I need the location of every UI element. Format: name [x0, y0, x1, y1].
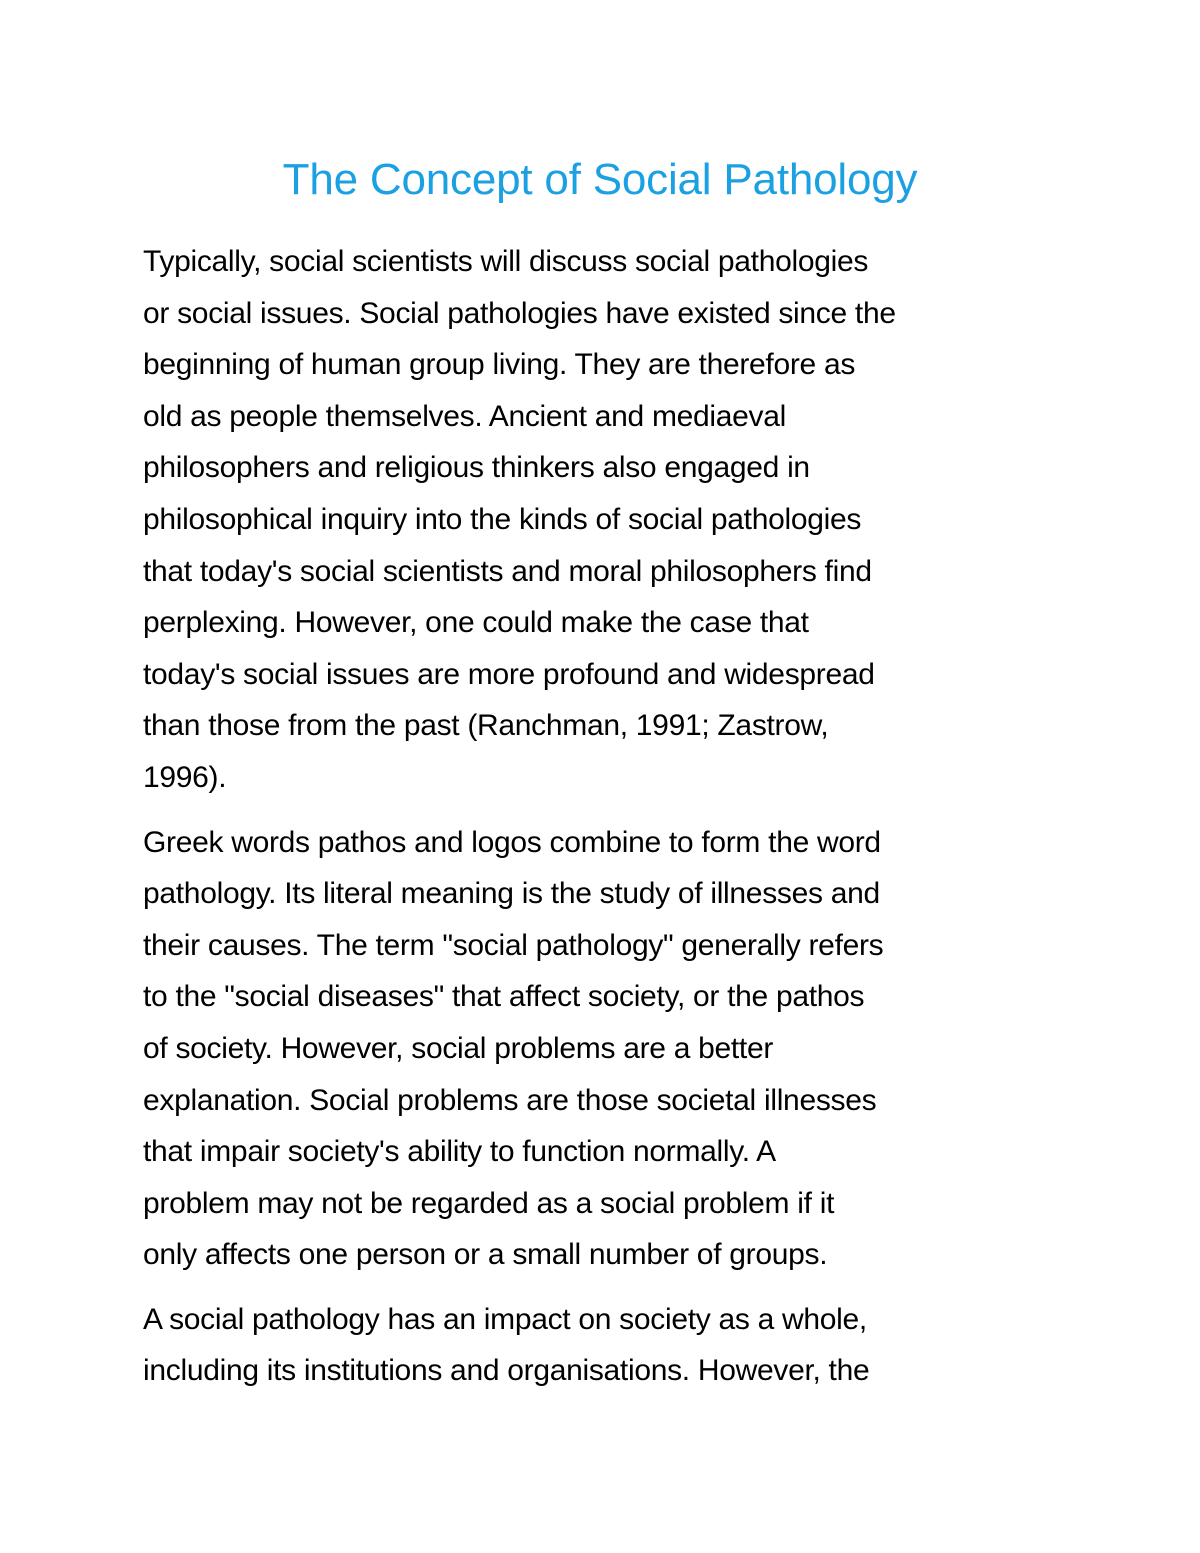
paragraph-line: today's social issues are more profound and widespread — [143, 657, 875, 691]
paragraph-2 — [143, 817, 1073, 1281]
paragraph-line: to the "social diseases" that affect society, or the pathos — [143, 980, 865, 1014]
paragraph-line: Greek words pathos and logos combine to form the word — [143, 825, 881, 859]
paragraph-line: than those from the past (Ranchman, 1991; Zastrow, — [143, 709, 829, 743]
paragraph-line: or social issues. Social pathologies have existed since the — [143, 296, 896, 330]
paragraph-line: that impair society's ability to function normally. A — [143, 1135, 776, 1169]
paragraph-line: philosophers and religious thinkers also engaged in — [143, 451, 810, 485]
paragraph-line: perplexing. However, one could make the case that — [143, 606, 809, 640]
paragraph-line: pathology. Its literal meaning is the study of illnesses and — [143, 877, 880, 911]
paragraph-line: of society. However, social problems are a better — [143, 1031, 774, 1065]
paragraph-line: that today's social scientists and moral philosophers find — [143, 554, 872, 588]
paragraph-line: 1996). — [143, 760, 227, 794]
paragraph-spacer — [143, 1281, 1073, 1294]
paragraph-line: philosophical inquiry into the kinds of social pathologies — [143, 502, 862, 536]
paragraph-line: explanation. Social problems are those societal illnesses — [143, 1083, 877, 1117]
paragraph-line: Typically, social scientists will discuss social pathologies — [143, 245, 869, 278]
paragraph-spacer — [143, 804, 1073, 817]
paragraph-line: old as people themselves. Ancient and mediaeval — [143, 399, 786, 433]
paragraph-3 — [143, 1294, 1073, 1397]
paragraph-line: including its institutions and organisations. However, the — [143, 1354, 870, 1388]
paragraph-line: their causes. The term "social pathology" generally refers — [143, 928, 884, 962]
page-title: The Concept of Social Pathology — [282, 155, 918, 204]
paragraph-line: only affects one person or a small number of groups. — [143, 1238, 828, 1272]
paragraph-line: A social pathology has an impact on society as a whole, — [143, 1302, 867, 1336]
paragraph-line: problem may not be regarded as a social problem if it — [143, 1186, 835, 1220]
document-body — [143, 236, 1073, 1397]
paragraph-line: beginning of human group living. They are therefore as — [143, 348, 856, 382]
paragraph-1 — [143, 236, 1073, 804]
